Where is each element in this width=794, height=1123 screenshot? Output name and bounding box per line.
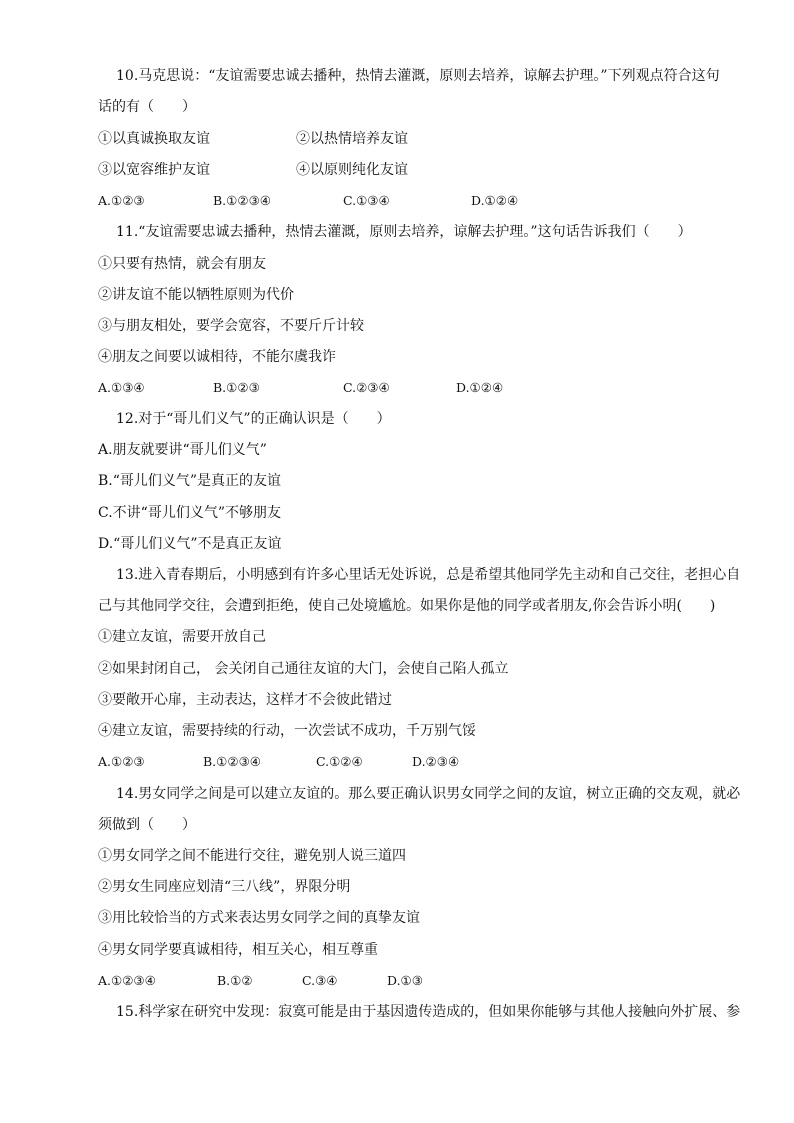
q11-choice-a[interactable]: A.①③④ [98,380,145,395]
q13-statement-4: ④建立友谊，需要持续的行动，一次尝试不成功，千万别气馁 [98,723,476,739]
q12-option-b[interactable]: B.“哥儿们义气”是真正的友谊 [98,473,282,489]
q13-choice-c[interactable]: C.①②④ [316,754,363,769]
q10-choice-b[interactable]: B.①②③④ [213,193,271,208]
q10-choice-d[interactable]: D.①②④ [471,193,519,208]
q15-stem: 15.科学家在研究中发现：寂寞可能是由于基因遗传造成的，但如果你能够与其他人接触向外扩展、参 [116,1004,741,1020]
q10-statement-1: ①以真诚换取友谊 [98,131,210,147]
q10-stem: 10.马克思说：“友谊需要忠诚去播种，热情去灌溉，原则去培养，谅解去护理。”下列观点符合这句 [116,68,720,84]
q14-statement-2: ②男女生同座应划清“三八线”，界限分明 [98,879,351,895]
q10-statement-2: ②以热情培养友谊 [296,131,408,147]
q10-stem-cont: 话的有（ ） [98,99,196,115]
q11-choice-c[interactable]: C.②③④ [343,380,390,395]
q11-statement-4: ④朋友之间要以诚相待，不能尔虞我诈 [98,349,336,365]
q13-statement-1: ①建立友谊，需要开放自己 [98,629,266,645]
q14-choice-a[interactable]: A.①②③④ [98,973,156,988]
q11-statement-2: ②讲友谊不能以牺牲原则为代价 [98,287,294,303]
q11-statement-1: ①只要有热情，就会有朋友 [98,256,266,272]
q13-stem: 13.进入青春期后，小明感到有许多心里话无处诉说，总是希望其他同学先主动和自己交往，老担心自 [116,567,741,583]
q12-stem: 12.对于“哥儿们义气”的正确认识是（ ） [116,411,391,427]
q13-choice-d[interactable]: D.②③④ [412,754,460,769]
q14-stem: 14.男女同学之间是可以建立友谊的。那么要正确认识男女同学之间的友谊，树立正确的交友观，就必 [116,786,741,802]
q13-choice-b[interactable]: B.①②③④ [203,754,261,769]
q11-statement-3: ③与朋友相处，要学会宽容，不要斤斤计较 [98,318,364,334]
q14-statement-1: ①男女同学之间不能进行交往，避免别人说三道四 [98,848,406,864]
q14-choice-d[interactable]: D.①③ [387,973,423,988]
q14-choice-c[interactable]: C.③④ [302,973,338,988]
q14-stem-cont: 须做到（ ） [98,817,196,833]
q13-stem-cont: 己与其他同学交往，会遭到拒绝，使自己处境尴尬。如果你是他的同学或者朋友,你会告诉小明( ) [98,598,716,614]
q14-choice-b[interactable]: B.①② [217,973,253,988]
q10-choice-c[interactable]: C.①③④ [343,193,390,208]
q14-statement-3: ③用比较恰当的方式来表达男女同学之间的真挚友谊 [98,910,420,926]
q11-choice-d[interactable]: D.①②④ [456,380,504,395]
q12-option-d[interactable]: D.“哥儿们义气”不是真正友谊 [98,536,282,552]
q14-statement-4: ④男女同学要真诚相待，相互关心，相互尊重 [98,942,378,958]
q12-option-a[interactable]: A.朋友就要讲“哥儿们义气” [98,442,267,458]
q11-choice-b[interactable]: B.①②③ [213,380,260,395]
q12-option-c[interactable]: C.不讲“哥儿们义气”不够朋友 [98,505,281,521]
q13-statement-2: ②如果封闭自己， 会关闭自己通往友谊的大门，会使自己陷人孤立 [98,661,509,677]
q11-stem: 11.“友谊需要忠诚去播种，热情去灌溉，原则去培养，谅解去护理。”这句话告诉我们（ ） [116,224,692,240]
q13-statement-3: ③要敞开心扉，主动表达，这样才不会彼此错过 [98,692,392,708]
q10-choice-a[interactable]: A.①②③ [98,193,145,208]
q10-statement-3: ③以宽容维护友谊 [98,162,210,178]
q13-choice-a[interactable]: A.①②③ [98,754,145,769]
q10-statement-4: ④以原则纯化友谊 [296,162,408,178]
